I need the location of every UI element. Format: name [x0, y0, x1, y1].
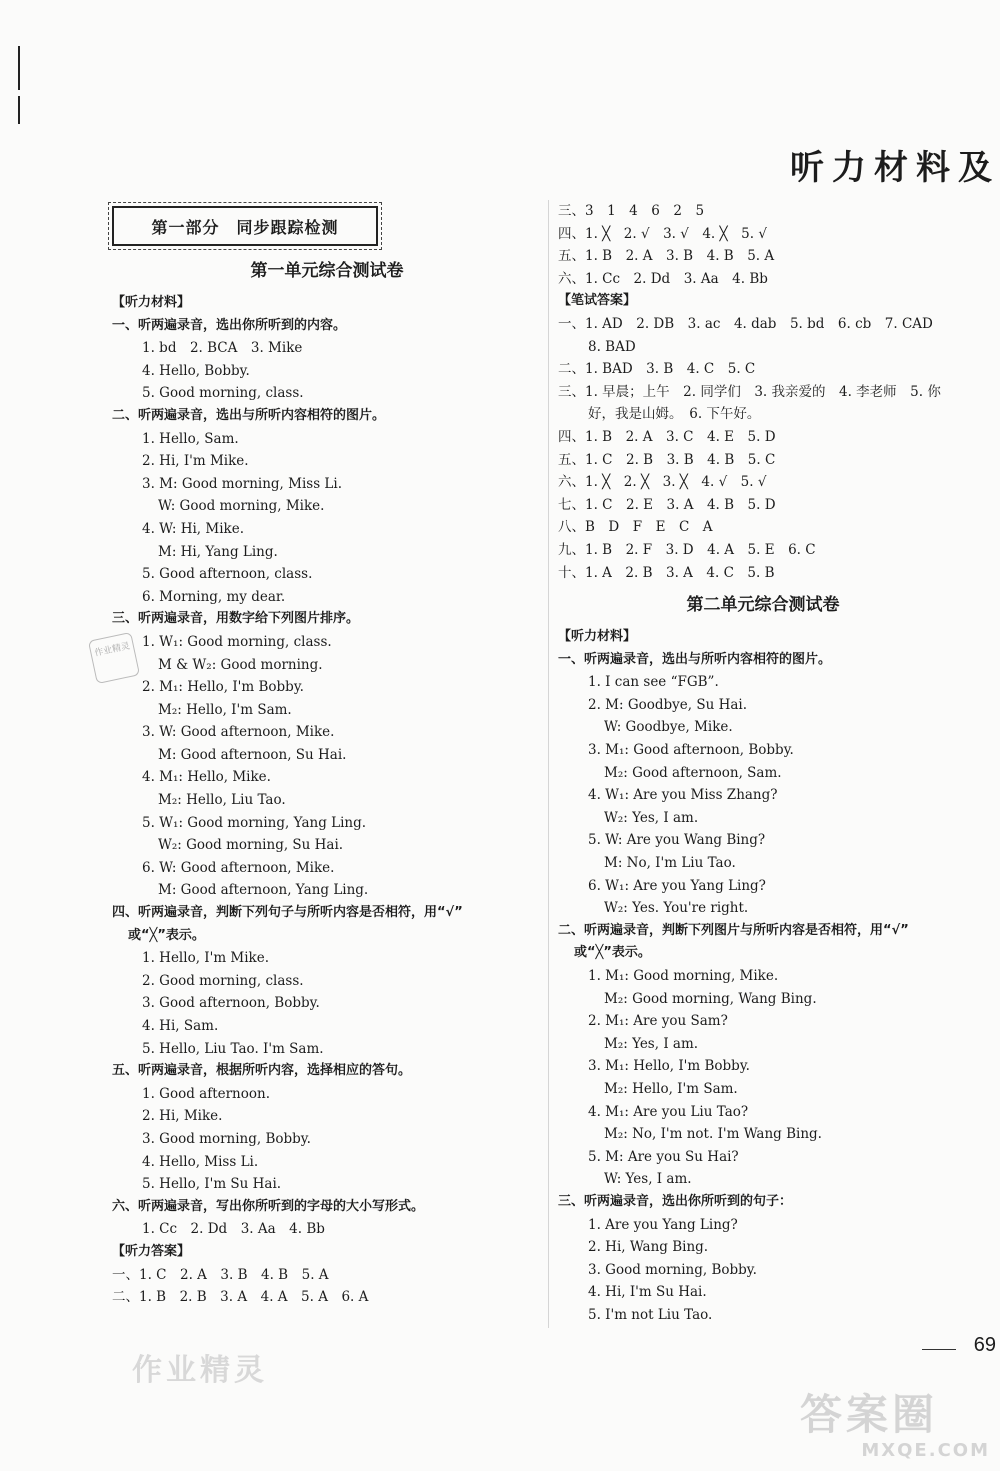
u1-s2-line: 6. Morning, my dear. [142, 588, 286, 605]
u2-s2-line: M₂: No, I'm not. I'm Wang Bing. [604, 1126, 822, 1143]
u1-s6-line: 1. Cc 2. Dd 3. Aa 4. Bb [142, 1221, 325, 1238]
u1-s4-line: 4. Hi, Sam. [142, 1018, 219, 1034]
u1-s3-line: M₂: Hello, I'm Sam. [158, 701, 292, 718]
u1-s3-line: M₂: Hello, Liu Tao. [158, 792, 286, 809]
stamp-watermark: 作业精灵 [132, 1353, 268, 1388]
u2-material-label: 【听力材料】 [558, 629, 637, 645]
u1-s3-line: 2. M₁: Hello, I'm Bobby. [142, 679, 304, 696]
u2-s1-line: 6. W₁: Are you Yang Ling? [588, 877, 766, 894]
u1-s2-line: 5. Good afternoon, class. [142, 566, 313, 583]
u2-s3-line: 4. Hi, I'm Su Hai. [588, 1284, 707, 1301]
u1-s5-line: 3. Good morning, Bobby. [142, 1130, 311, 1147]
u2-s2-line: 1. M₁: Good morning, Mike. [588, 968, 779, 984]
page-number-rule [922, 1349, 956, 1350]
u2-s2-heading-cont: 或“╳”表示。 [574, 945, 651, 961]
page-number: 69 [973, 1334, 996, 1356]
written-answer-line: 二、1. BAD 3. B 4. C 5. C [558, 361, 756, 378]
written-answer-line: 六、1. ╳ 2. ╳ 3. ╳ 4. √ 5. √ [558, 474, 767, 491]
u1-s6-heading: 六、听两遍录音，写出你所听到的字母的大小写形式。 [112, 1198, 425, 1214]
u1-s2-line: M: Hi, Yang Ling. [158, 543, 278, 560]
u2-s3-line: 3. Good morning, Bobby. [588, 1261, 757, 1278]
u1-s4-line: 5. Hello, Liu Tao. I'm Sam. [142, 1040, 324, 1057]
part-banner: 第一部分 同步跟踪检测 [112, 206, 378, 246]
u1-s2-line: 4. W: Hi, Mike. [142, 520, 244, 537]
u1-s3-heading: 三、听两遍录音，用数字给下列图片排序。 [112, 611, 360, 627]
u1-s3-line: 4. M₁: Hello, Mike. [142, 769, 271, 786]
u2-s2-line: 3. M₁: Hello, I'm Bobby. [588, 1058, 750, 1075]
u1-s3-line: 6. W: Good afternoon, Mike. [142, 859, 335, 876]
u2-s2-line: W: Yes, I am. [604, 1171, 692, 1188]
written-answer-line: 七、1. C 2. E 3. A 4. B 5. D [558, 496, 776, 513]
u1-s2-line: 1. Hello, Sam. [142, 430, 239, 447]
answer-line: 一、1. C 2. A 3. B 4. B 5. A [112, 1266, 329, 1283]
written-answer-line: 四、1. B 2. A 3. C 4. E 5. D [558, 428, 776, 445]
u1-s3-line: M: Good afternoon, Su Hai. [158, 746, 347, 763]
u2-s2-line: 4. M₁: Are you Liu Tao? [588, 1103, 749, 1120]
u1-s2-heading: 二、听两遍录音，选出与所听内容相符的图片。 [112, 407, 386, 423]
u2-s1-line: M₂: Good afternoon, Sam. [604, 764, 782, 781]
u1-s3-line: 3. W: Good afternoon, Mike. [142, 724, 335, 741]
written-answer-label: 【笔试答案】 [558, 293, 637, 309]
u2-s3-line: 2. Hi, Wang Bing. [588, 1239, 709, 1256]
u1-s1-heading: 一、听两遍录音，选出你所听到的内容。 [112, 317, 347, 333]
u1-s1-line: 4. Hello, Bobby. [142, 362, 250, 379]
u1-s5-line: 1. Good afternoon. [142, 1085, 270, 1102]
u1-s3-line: M & W₂: Good morning. [158, 656, 323, 673]
u2-s2-line: M₂: Good morning, Wang Bing. [604, 990, 817, 1007]
answer-line: 四、1. ╳ 2. √ 3. √ 4. ╳ 5. √ [558, 225, 767, 242]
u2-s3-line: 1. Are you Yang Ling? [588, 1216, 738, 1233]
u2-s2-line: M₂: Hello, I'm Sam. [604, 1080, 738, 1097]
u1-s3-line: 1. W₁: Good morning, class. [142, 633, 332, 650]
u1-s2-line: W: Good morning, Mike. [158, 498, 325, 515]
answer-line: 三、3 1 4 6 2 5 [558, 203, 705, 219]
u2-s3-line: 5. I'm not Liu Tao. [588, 1306, 713, 1323]
u1-s5-line: 4. Hello, Miss Li. [142, 1153, 259, 1170]
u1-s4-line: 3. Good afternoon, Bobby. [142, 995, 320, 1012]
u2-s1-line: W₂: Yes. You're right. [604, 900, 749, 917]
page-header: 听力材料及 [790, 148, 1000, 188]
site-watermark [800, 1390, 990, 1465]
u2-s1-line: W₂: Yes, I am. [604, 809, 699, 826]
binding-line-top [18, 46, 20, 90]
u2-s2-line: 5. M: Are you Su Hai? [588, 1148, 739, 1165]
u2-s3-heading: 三、听两遍录音，选出你所听到的句子： [558, 1193, 793, 1209]
unit1-title: 第一单元综合测试卷 [250, 261, 404, 281]
material-label: 【听力材料】 [112, 295, 191, 310]
answer-line: 六、1. Cc 2. Dd 3. Aa 4. Bb [558, 270, 768, 287]
u1-s5-line: 2. Hi, Mike. [142, 1108, 223, 1125]
answer-line: 二、1. B 2. B 3. A 4. A 5. A 6. A [112, 1289, 369, 1306]
u1-s5-heading: 五、听两遍录音，根据所听内容，选择相应的答句。 [112, 1063, 412, 1079]
u2-s1-line: W: Goodbye, Mike. [604, 719, 733, 736]
u1-s5-line: 5. Hello, I'm Su Hai. [142, 1176, 282, 1193]
binding-line-bottom [18, 96, 20, 124]
u2-s1-line: 1. I can see “FGB”. [588, 674, 719, 691]
written-answer-line: 三、1. 早晨；上午 2. 同学们 3. 我亲爱的 4. 李老师 5. 你 [558, 383, 941, 400]
u2-s1-line: 4. W₁: Are you Miss Zhang? [588, 787, 778, 804]
written-answer-line: 好，我是山姆。 6. 下午好。 [588, 406, 761, 423]
written-answer-line: 八、B D F E C A [558, 519, 713, 536]
written-answer-line: 十、1. A 2. B 3. A 4. C 5. B [558, 564, 775, 581]
u1-s2-line: 2. Hi, I'm Mike. [142, 453, 249, 470]
unit2-title: 第二单元综合测试卷 [686, 595, 840, 616]
u1-s1-line: 1. bd 2. BCA 3. Mike [142, 340, 303, 357]
u1-s1-line: 5. Good morning, class. [142, 385, 304, 402]
u1-s2-line: 3. M: Good morning, Miss Li. [142, 475, 342, 492]
u2-s1-line: 3. M₁: Good afternoon, Bobby. [588, 742, 794, 759]
u2-s1-line: 2. M: Goodbye, Su Hai. [588, 696, 748, 713]
u2-s1-line: M: No, I'm Liu Tao. [604, 855, 736, 872]
u1-s3-line: W₂: Good morning, Su Hai. [158, 837, 344, 854]
left-column [112, 200, 542, 1309]
u2-s1-line: 5. W: Are you Wang Bing? [588, 832, 766, 849]
answer-line: 五、1. B 2. A 3. B 4. B 5. A [558, 248, 775, 265]
u1-s4-line: 2. Good morning, class. [142, 972, 304, 989]
right-column [558, 200, 968, 1327]
u1-s3-line: 5. W₁: Good morning, Yang Ling. [142, 814, 367, 831]
u2-s2-heading: 二、听两遍录音，判断下列图片与所听内容是否相符，用“√” [558, 922, 909, 938]
u2-s2-line: M₂: Yes, I am. [604, 1035, 699, 1052]
watermark-url: MXQE.COM [861, 1440, 990, 1461]
watermark-logo-text: 答案圈 [800, 1390, 939, 1439]
u1-s4-heading-cont: 或“╳”表示。 [128, 927, 205, 943]
u1-s4-heading: 四、听两遍录音，判断下列句子与所听内容是否相符，用“√” [112, 905, 463, 921]
written-answer-line: 8. BAD [588, 338, 636, 355]
u1-s3-line: M: Good afternoon, Yang Ling. [158, 882, 369, 899]
u2-s1-heading: 一、听两遍录音，选出与所听内容相符的图片。 [558, 651, 832, 667]
written-answer-line: 一、1. AD 2. DB 3. ac 4. dab 5. bd 6. cb 7. CAD [558, 315, 933, 332]
column-divider [548, 200, 549, 1328]
small-stamp: 作业精灵 [88, 632, 140, 684]
written-answer-line: 九、1. B 2. F 3. D 4. A 5. E 6. C [558, 541, 816, 558]
answer-label: 【听力答案】 [112, 1243, 191, 1259]
written-answer-line: 五、1. C 2. B 3. B 4. B 5. C [558, 451, 776, 468]
u2-s2-line: 2. M₁: Are you Sam? [588, 1013, 728, 1030]
u1-s4-line: 1. Hello, I'm Mike. [142, 950, 270, 967]
